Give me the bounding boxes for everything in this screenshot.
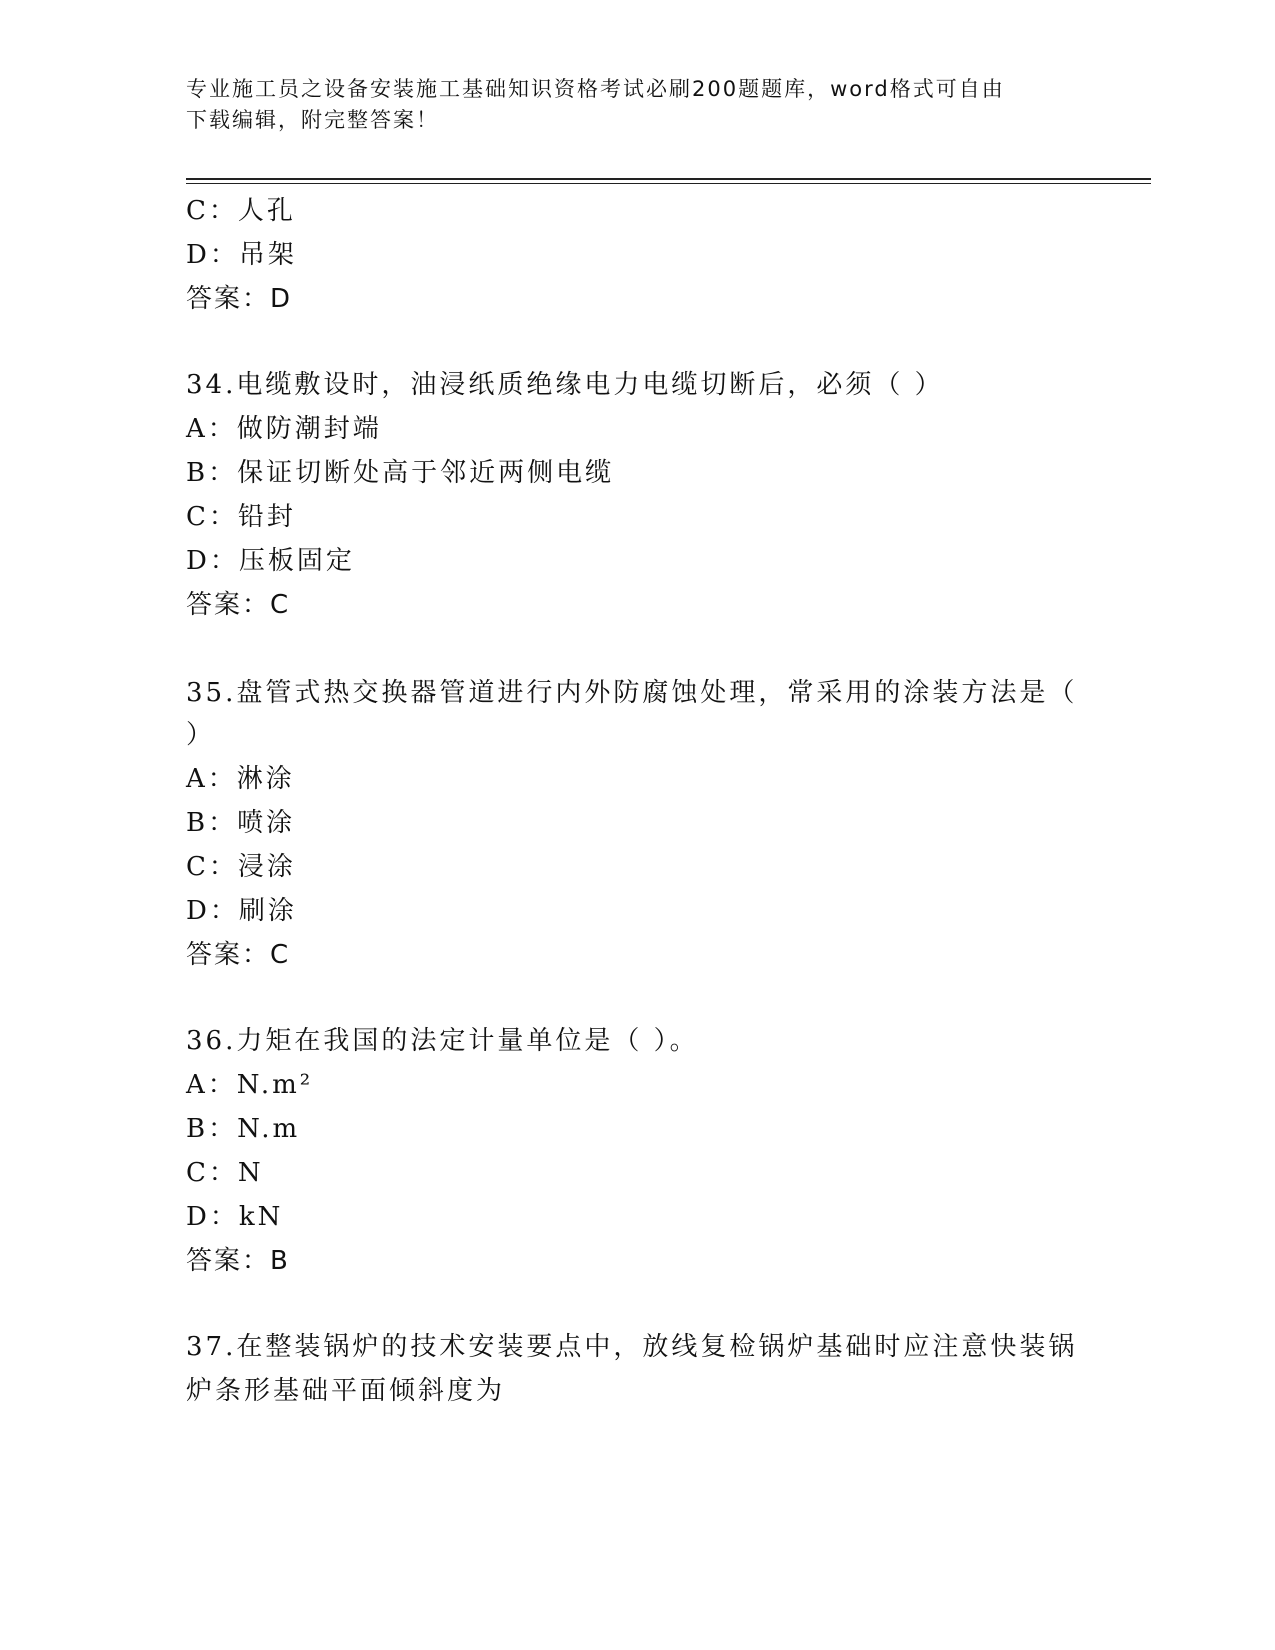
q34-option-a: A：做防潮封端 [186, 414, 382, 444]
q37-stem-line-1: 37.在整装锅炉的技术安装要点中，放线复检锅炉基础时应注意快装锅 [186, 1332, 1078, 1362]
q33-option-d: D：吊架 [186, 240, 297, 270]
document-header [186, 74, 1066, 136]
header-line-2: 下载编辑，附完整答案！ [186, 108, 439, 132]
q35-option-a: A：淋涂 [186, 764, 295, 794]
q34-stem: 34.电缆敷设时，油浸纸质绝缘电力电缆切断后，必须（ ） [186, 370, 944, 400]
q35-answer: 答案：C [186, 940, 291, 970]
q34-option-c: C：铅封 [186, 502, 296, 532]
q35-stem-line-1: 35.盘管式热交换器管道进行内外防腐蚀处理，常采用的涂装方法是（ [186, 678, 1078, 708]
q34-option-d: D：压板固定 [186, 546, 355, 576]
q36-option-d: D：kN [186, 1202, 284, 1232]
q36-answer: 答案：B [186, 1246, 290, 1276]
header-line-1: 专业施工员之设备安装施工基础知识资格考试必刷200题题库，word格式可自由 [186, 77, 1005, 101]
q35-option-d: D：刷涂 [186, 896, 297, 926]
q33-answer: 答案：D [186, 284, 293, 314]
q35-option-c: C：浸涂 [186, 852, 296, 882]
q36-option-a: A：N.m² [186, 1070, 314, 1100]
q34-option-b: B：保证切断处高于邻近两侧电缆 [186, 458, 615, 488]
q35-stem-line-2: ） [186, 720, 216, 750]
header-divider-thin [186, 183, 1151, 184]
q36-option-b: B：N.m [186, 1114, 301, 1144]
header-divider-thick [186, 178, 1151, 180]
q33-option-c: C：人孔 [186, 196, 296, 226]
q36-option-c: C：N [186, 1158, 264, 1188]
q34-answer: 答案：C [186, 590, 291, 620]
q35-option-b: B：喷涂 [186, 808, 296, 838]
q37-stem-line-2: 炉条形基础平面倾斜度为 [186, 1376, 506, 1406]
q36-stem: 36.力矩在我国的法定计量单位是（ ）。 [186, 1026, 699, 1056]
